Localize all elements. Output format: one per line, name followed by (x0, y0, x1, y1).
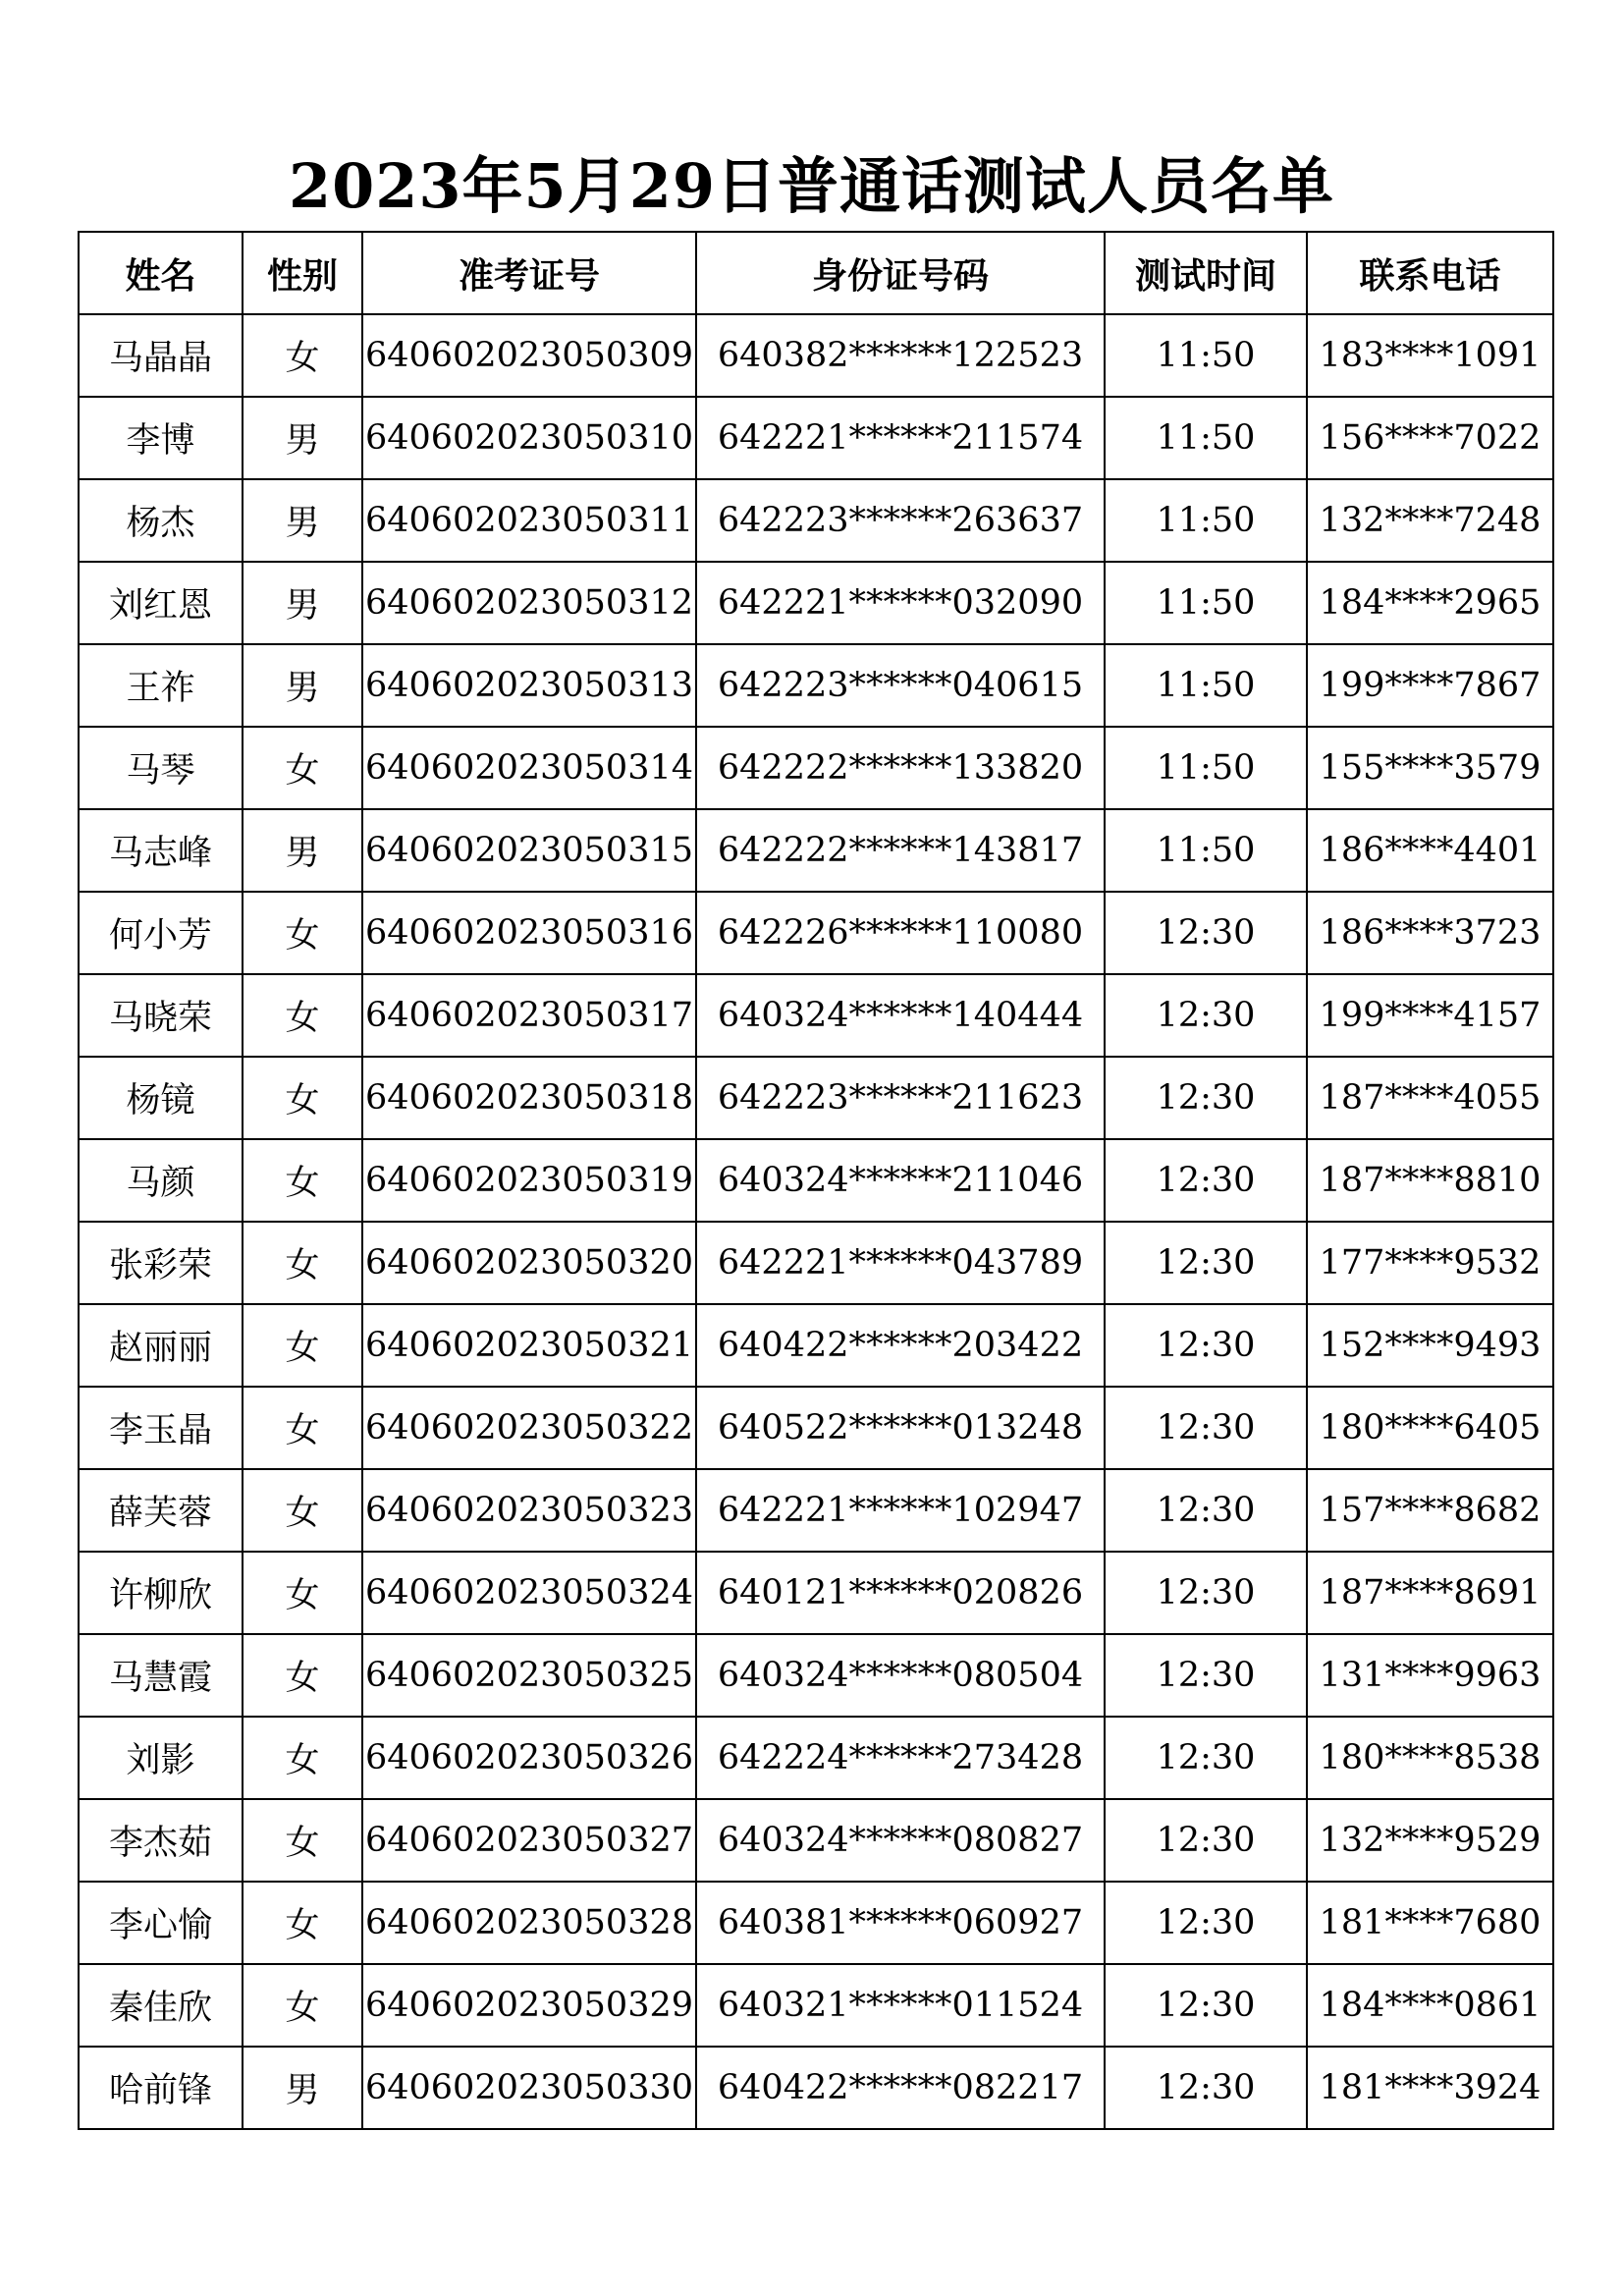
cell-test-time: 12:30 (1105, 1057, 1307, 1139)
table-row (79, 1387, 1553, 1469)
table-row (79, 1469, 1553, 1552)
cell-exam-no: 640602023050323 (362, 1469, 696, 1552)
table-row (79, 1552, 1553, 1634)
cell-exam-no: 640602023050319 (362, 1139, 696, 1222)
cell-phone: 181****3924 (1307, 2047, 1553, 2129)
cell-exam-no: 640602023050313 (362, 644, 696, 727)
cell-id-no: 640121******020826 (696, 1552, 1105, 1634)
cell-id-no: 640324******211046 (696, 1139, 1105, 1222)
cell-test-time: 12:30 (1105, 1552, 1307, 1634)
cell-name: 薛芙蓉 (79, 1469, 243, 1552)
cell-name: 李玉晶 (79, 1387, 243, 1469)
cell-id-no: 642221******102947 (696, 1469, 1105, 1552)
cell-phone: 132****9529 (1307, 1799, 1553, 1882)
cell-phone: 199****7867 (1307, 644, 1553, 727)
cell-gender: 男 (243, 562, 362, 644)
cell-gender: 女 (243, 1964, 362, 2047)
cell-gender: 女 (243, 1882, 362, 1964)
table-row (79, 2047, 1553, 2129)
cell-exam-no: 640602023050318 (362, 1057, 696, 1139)
cell-test-time: 12:30 (1105, 2047, 1307, 2129)
table-row (79, 562, 1553, 644)
cell-id-no: 640324******140444 (696, 974, 1105, 1057)
cell-phone: 157****8682 (1307, 1469, 1553, 1552)
table-row (79, 1964, 1553, 2047)
cell-gender: 女 (243, 1469, 362, 1552)
cell-id-no: 642226******110080 (696, 892, 1105, 974)
cell-test-time: 12:30 (1105, 1222, 1307, 1304)
cell-id-no: 642223******263637 (696, 479, 1105, 562)
cell-exam-no: 640602023050325 (362, 1634, 696, 1717)
cell-phone: 187****8810 (1307, 1139, 1553, 1222)
cell-gender: 男 (243, 809, 362, 892)
cell-exam-no: 640602023050317 (362, 974, 696, 1057)
table-body (79, 314, 1553, 2129)
cell-name: 马颜 (79, 1139, 243, 1222)
cell-name: 刘影 (79, 1717, 243, 1799)
roster-table (78, 231, 1554, 2130)
cell-gender: 女 (243, 1222, 362, 1304)
cell-gender: 女 (243, 1304, 362, 1387)
cell-phone: 180****8538 (1307, 1717, 1553, 1799)
cell-gender: 女 (243, 1139, 362, 1222)
cell-phone: 199****4157 (1307, 974, 1553, 1057)
cell-name: 马晶晶 (79, 314, 243, 397)
header-id-no: 身份证号码 (696, 232, 1105, 314)
table-row (79, 397, 1553, 479)
table-row (79, 1222, 1553, 1304)
table-row (79, 1057, 1553, 1139)
cell-test-time: 11:50 (1105, 397, 1307, 479)
cell-test-time: 12:30 (1105, 974, 1307, 1057)
cell-exam-no: 640602023050326 (362, 1717, 696, 1799)
cell-exam-no: 640602023050315 (362, 809, 696, 892)
table-row (79, 1799, 1553, 1882)
cell-phone: 186****3723 (1307, 892, 1553, 974)
cell-name: 许柳欣 (79, 1552, 243, 1634)
cell-name: 杨杰 (79, 479, 243, 562)
cell-id-no: 642221******032090 (696, 562, 1105, 644)
cell-test-time: 11:50 (1105, 727, 1307, 809)
cell-id-no: 640381******060927 (696, 1882, 1105, 1964)
table-header-row (79, 232, 1553, 314)
cell-test-time: 11:50 (1105, 644, 1307, 727)
header-exam-no: 准考证号 (362, 232, 696, 314)
cell-name: 李杰茹 (79, 1799, 243, 1882)
cell-exam-no: 640602023050328 (362, 1882, 696, 1964)
cell-gender: 女 (243, 1387, 362, 1469)
cell-name: 马晓荣 (79, 974, 243, 1057)
cell-name: 何小芳 (79, 892, 243, 974)
cell-phone: 177****9532 (1307, 1222, 1553, 1304)
table-row (79, 1717, 1553, 1799)
cell-name: 哈前锋 (79, 2047, 243, 2129)
cell-phone: 132****7248 (1307, 479, 1553, 562)
cell-phone: 156****7022 (1307, 397, 1553, 479)
cell-gender: 女 (243, 314, 362, 397)
header-gender: 性别 (243, 232, 362, 314)
cell-exam-no: 640602023050321 (362, 1304, 696, 1387)
cell-phone: 152****9493 (1307, 1304, 1553, 1387)
cell-phone: 183****1091 (1307, 314, 1553, 397)
table-row (79, 809, 1553, 892)
cell-phone: 181****7680 (1307, 1882, 1553, 1964)
cell-gender: 女 (243, 1799, 362, 1882)
cell-gender: 男 (243, 479, 362, 562)
header-test-time: 测试时间 (1105, 232, 1307, 314)
cell-test-time: 12:30 (1105, 1882, 1307, 1964)
cell-exam-no: 640602023050316 (362, 892, 696, 974)
cell-phone: 131****9963 (1307, 1634, 1553, 1717)
cell-exam-no: 640602023050327 (362, 1799, 696, 1882)
table-row (79, 314, 1553, 397)
cell-gender: 女 (243, 1634, 362, 1717)
cell-test-time: 12:30 (1105, 1387, 1307, 1469)
cell-exam-no: 640602023050312 (362, 562, 696, 644)
cell-phone: 187****4055 (1307, 1057, 1553, 1139)
cell-gender: 女 (243, 727, 362, 809)
header-phone: 联系电话 (1307, 232, 1553, 314)
cell-test-time: 11:50 (1105, 314, 1307, 397)
cell-id-no: 642223******211623 (696, 1057, 1105, 1139)
cell-id-no: 642223******040615 (696, 644, 1105, 727)
page-title: 2023年5月29日普通话测试人员名单 (289, 150, 1334, 222)
cell-exam-no: 640602023050310 (362, 397, 696, 479)
cell-name: 马琴 (79, 727, 243, 809)
cell-gender: 女 (243, 892, 362, 974)
cell-gender: 男 (243, 397, 362, 479)
cell-id-no: 642221******211574 (696, 397, 1105, 479)
cell-id-no: 642224******273428 (696, 1717, 1105, 1799)
cell-id-no: 640422******082217 (696, 2047, 1105, 2129)
cell-phone: 155****3579 (1307, 727, 1553, 809)
cell-test-time: 12:30 (1105, 1304, 1307, 1387)
cell-phone: 180****6405 (1307, 1387, 1553, 1469)
cell-test-time: 12:30 (1105, 1717, 1307, 1799)
cell-id-no: 640522******013248 (696, 1387, 1105, 1469)
cell-exam-no: 640602023050330 (362, 2047, 696, 2129)
cell-exam-no: 640602023050314 (362, 727, 696, 809)
cell-gender: 女 (243, 974, 362, 1057)
cell-id-no: 642222******133820 (696, 727, 1105, 809)
cell-test-time: 12:30 (1105, 1634, 1307, 1717)
cell-test-time: 12:30 (1105, 892, 1307, 974)
cell-name: 张彩荣 (79, 1222, 243, 1304)
cell-id-no: 640422******203422 (696, 1304, 1105, 1387)
cell-test-time: 12:30 (1105, 1964, 1307, 2047)
cell-gender: 女 (243, 1552, 362, 1634)
cell-test-time: 12:30 (1105, 1139, 1307, 1222)
cell-id-no: 642222******143817 (696, 809, 1105, 892)
cell-id-no: 640321******011524 (696, 1964, 1105, 2047)
cell-test-time: 11:50 (1105, 809, 1307, 892)
cell-name: 马志峰 (79, 809, 243, 892)
table-row (79, 892, 1553, 974)
cell-phone: 186****4401 (1307, 809, 1553, 892)
cell-gender: 女 (243, 1057, 362, 1139)
cell-exam-no: 640602023050320 (362, 1222, 696, 1304)
cell-id-no: 640382******122523 (696, 314, 1105, 397)
cell-name: 刘红恩 (79, 562, 243, 644)
cell-exam-no: 640602023050324 (362, 1552, 696, 1634)
table-row (79, 1139, 1553, 1222)
cell-phone: 184****2965 (1307, 562, 1553, 644)
cell-exam-no: 640602023050311 (362, 479, 696, 562)
cell-name: 李心愉 (79, 1882, 243, 1964)
cell-id-no: 640324******080504 (696, 1634, 1105, 1717)
cell-id-no: 640324******080827 (696, 1799, 1105, 1882)
cell-exam-no: 640602023050309 (362, 314, 696, 397)
cell-name: 王祚 (79, 644, 243, 727)
cell-name: 秦佳欣 (79, 1964, 243, 2047)
table-row (79, 479, 1553, 562)
cell-name: 杨镜 (79, 1057, 243, 1139)
cell-name: 赵丽丽 (79, 1304, 243, 1387)
cell-exam-no: 640602023050329 (362, 1964, 696, 2047)
cell-gender: 男 (243, 2047, 362, 2129)
cell-test-time: 11:50 (1105, 562, 1307, 644)
cell-gender: 女 (243, 1717, 362, 1799)
cell-gender: 男 (243, 644, 362, 727)
table-row (79, 1304, 1553, 1387)
cell-name: 李博 (79, 397, 243, 479)
cell-test-time: 12:30 (1105, 1799, 1307, 1882)
table-row (79, 1634, 1553, 1717)
cell-phone: 187****8691 (1307, 1552, 1553, 1634)
header-name: 姓名 (79, 232, 243, 314)
cell-test-time: 11:50 (1105, 479, 1307, 562)
table-row (79, 727, 1553, 809)
cell-name: 马慧霞 (79, 1634, 243, 1717)
cell-id-no: 642221******043789 (696, 1222, 1105, 1304)
cell-exam-no: 640602023050322 (362, 1387, 696, 1469)
cell-phone: 184****0861 (1307, 1964, 1553, 2047)
table-row (79, 644, 1553, 727)
table-row (79, 1882, 1553, 1964)
cell-test-time: 12:30 (1105, 1469, 1307, 1552)
table-row (79, 974, 1553, 1057)
